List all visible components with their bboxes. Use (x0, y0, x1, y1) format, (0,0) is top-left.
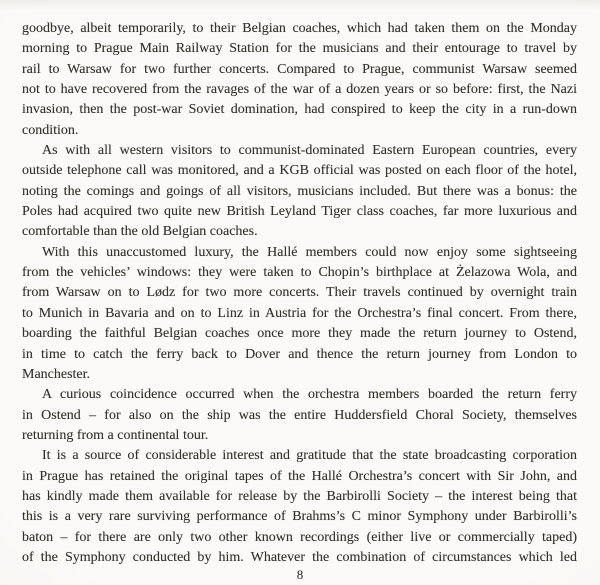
text-line-content: returning from a continental tour. (22, 427, 209, 443)
text-line-content: outside telephone call was monitored, and a KGB official was posted on each floor of the hotel, (22, 163, 577, 179)
text-line-content: rail to Warsaw for two further concerts. Compared to Prague, communist Warsaw seemed (22, 61, 577, 77)
text-line-content: in time to catch the ferry back to Dover and thence the return journey from London to (22, 346, 577, 362)
text-line (22, 222, 577, 242)
text-line-content: this is a very rare surviving performance of Brahms’s C minor Symphony under Barbirolli’s (22, 509, 577, 525)
page-number: 8 (296, 567, 304, 582)
text-line-content: of the Symphony conducted by him. Whatever the combination of circumstances which led (22, 549, 577, 565)
text-line (22, 263, 577, 283)
text-line (22, 243, 577, 263)
text-line-content: to Munich in Bavaria and on to Linz in Austria for the Orchestra’s final concert. From there, (22, 305, 577, 321)
text-line (22, 385, 577, 405)
text-line-content: Poles had acquired two quite new British Leyland Tiger class coaches, far more luxurious and (22, 204, 577, 220)
text-line (22, 487, 577, 507)
text-line (22, 202, 577, 222)
text-block (22, 19, 577, 568)
text-line-content: comfortable than the old Belgian coaches. (22, 224, 258, 240)
paragraph (22, 243, 577, 385)
text-line (22, 446, 577, 466)
text-line (22, 39, 577, 59)
paragraph (22, 141, 577, 243)
text-line-content: not to have recovered from the ravages of the war of a dozen years or so before: first, the Nazi (22, 82, 577, 98)
text-line-content: With this unaccustomed luxury, the Hallé members could now enjoy some sightseeing (42, 244, 577, 260)
text-line-content: in Ostend – for also on the ship was the entire Huddersfield Choral Society, themselves (22, 407, 577, 423)
text-line-content: from Warsaw on to Lødz for two more concerts. Their travels continued by overnight train (22, 285, 577, 301)
text-line (22, 141, 577, 161)
text-line (22, 365, 577, 385)
text-line-content: A curious coincidence occurred when the orchestra members boarded the return ferry (42, 387, 577, 403)
text-line (22, 60, 577, 80)
text-line-content: in Prague has retained the original tapes of the Hallé Orchestra’s concert with Sir John, and (22, 468, 577, 484)
paragraph (22, 19, 577, 141)
text-line-content: goodbye, albeit temporarily, to their Belgian coaches, which had taken them on the Monday (22, 21, 577, 36)
text-line-content: condition. (22, 122, 79, 138)
paragraph (22, 385, 577, 446)
text-line (22, 80, 577, 100)
text-line (22, 467, 577, 487)
text-line-content: Manchester. (22, 366, 91, 382)
text-line-content: morning to Prague Main Railway Station for the musicians and their entourage to travel by (22, 41, 577, 57)
text-line (22, 161, 577, 181)
text-line (22, 304, 577, 324)
text-line-content: baton – for there are only two other known recordings (either live or commercially taped) (22, 529, 577, 545)
text-line (22, 426, 577, 446)
text-line (22, 121, 577, 141)
paragraph (22, 446, 577, 568)
text-line-content: boarding the faithful Belgian coaches once more they made the return journey to Ostend, (22, 326, 577, 342)
text-line-content: As with all western visitors to communist-dominated Eastern European countries, every (42, 143, 577, 159)
text-line (22, 324, 577, 344)
text-line (22, 100, 577, 120)
text-line (22, 283, 577, 303)
text-line (22, 345, 577, 365)
text-line (22, 19, 577, 39)
text-line-content: noting the comings and goings of all visitors, musicians included. But there was a bonus: the (22, 183, 577, 199)
text-line (22, 182, 577, 202)
text-line-content: from the vehicles’ windows: they were taken to Chopin’s birthplace at Żelazowa Wola, and (22, 265, 577, 281)
text-line (22, 507, 577, 527)
text-line (22, 528, 577, 548)
text-line-content: has kindly made them available for release by the Barbirolli Society – the interest being that (22, 488, 577, 504)
text-line (22, 406, 577, 426)
text-line-content: invasion, then the post-war Soviet domination, had conspired to keep the city in a run-down (22, 102, 577, 118)
text-line-content: It is a source of considerable interest and gratitude that the state broadcasting corporation (42, 448, 577, 464)
text-line (22, 548, 577, 568)
